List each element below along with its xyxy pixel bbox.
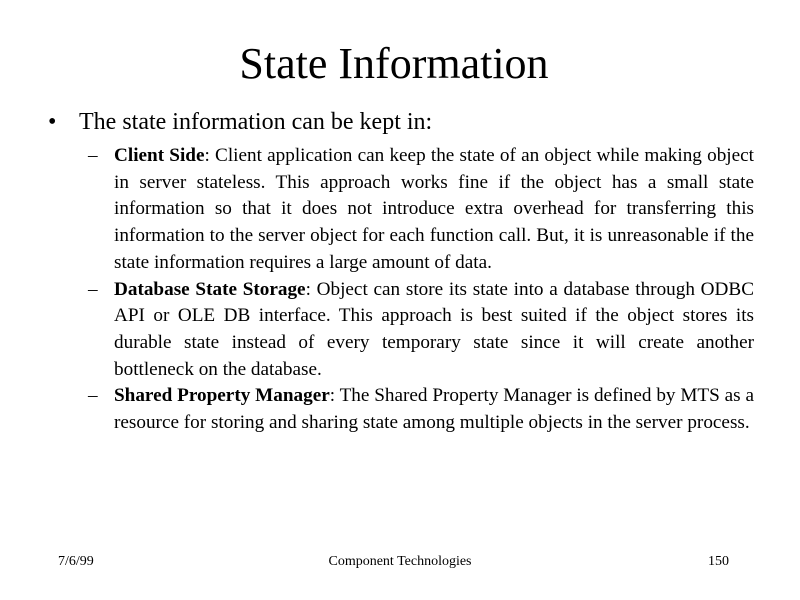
footer-date: 7/6/99 <box>58 554 94 569</box>
sub-item-shared-property-manager <box>88 383 754 436</box>
bullet-marker: • <box>48 109 57 135</box>
sub-bullet-list <box>88 143 754 437</box>
sub-item-text: : Client application can keep the state of an object while making object in server stateless. This approach works fine if the object has a small state information so that it does not introduce extra overhead for transferring this information to the server object for each function call. But, it is unreasonable if the state information requires a large amount of data. <box>114 145 754 273</box>
sub-item-client-side <box>88 143 754 277</box>
sub-item-term: Database State Storage <box>114 278 306 300</box>
page-number: 150 <box>708 554 729 569</box>
sub-item-text: : Object can store its state into a database through ODBC API or OLE DB interface. This approach is best suited if the object stores its durable state instead of every temporary state since it will create another bottleneck on the database. <box>114 278 754 380</box>
dash-marker: – <box>88 278 98 300</box>
sub-item-text: : The Shared Property Manager is defined by MTS as a resource for storing and sharing state among multiple objects in the server process. <box>114 385 754 434</box>
sub-item-database-state-storage <box>88 277 754 384</box>
slide-title: State Information <box>239 39 549 88</box>
sub-item-term: Shared Property Manager <box>114 385 330 407</box>
footer-title: Component Technologies <box>328 554 472 569</box>
dash-marker: – <box>88 145 98 166</box>
main-bullet-text: The state information can be kept in: <box>79 109 433 135</box>
sub-item-term: Client Side <box>114 145 205 166</box>
dash-marker: – <box>88 385 98 407</box>
